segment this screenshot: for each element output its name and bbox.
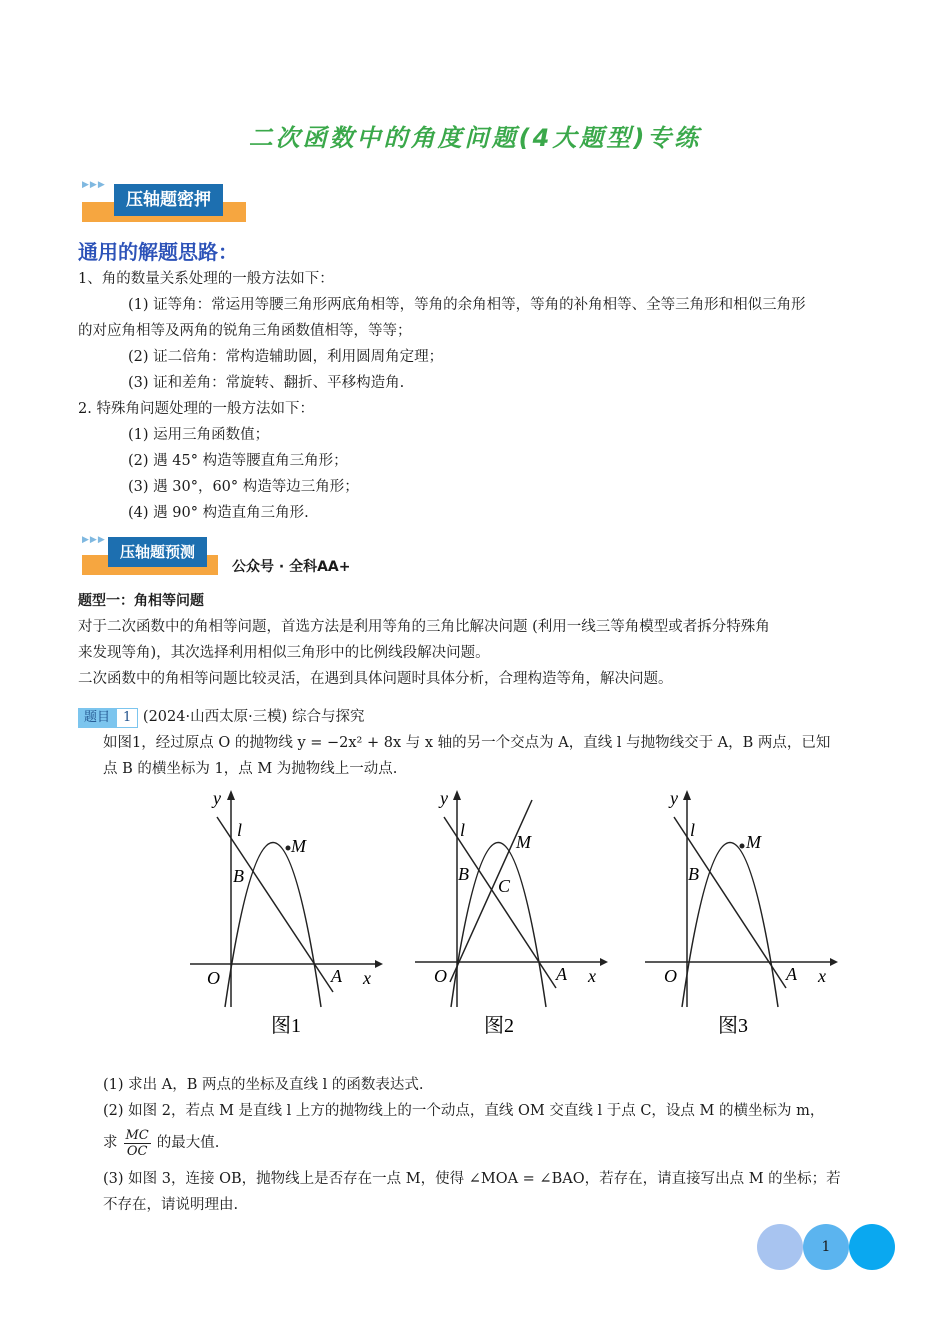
question-header xyxy=(78,704,364,730)
label-m: M xyxy=(291,836,306,856)
figure-1 xyxy=(185,782,385,1042)
page-title: 二次函数中的角度问题(4大题型)专练 xyxy=(248,124,702,152)
label-l: l xyxy=(237,820,243,840)
question-part-2-cont xyxy=(103,1126,219,1160)
intro-line: 二次函数中的角相等问题比较灵活，在遇到具体问题时具体分析，合理构造等角，解决问题。 xyxy=(78,671,673,687)
banner-exam-prediction xyxy=(82,180,252,222)
banner-note: 公众号 · 全科AA+ xyxy=(232,559,351,575)
question-stem-line: 点 B 的横坐标为 1，点 M 为抛物线上一动点. xyxy=(103,761,398,777)
label-m: M xyxy=(516,832,531,852)
label-y: y xyxy=(670,788,678,808)
intro-line: 对于二次函数中的角相等问题，首选方法是利用等角的三角比解决问题 (利用一线三等角模型或者拆分特殊角 xyxy=(78,619,770,635)
question-part-3-cont: 不存在，请说明理由. xyxy=(103,1197,239,1213)
question-tag: 题目 xyxy=(78,708,116,728)
figure-3 xyxy=(640,782,840,1042)
question-number: 1 xyxy=(116,708,138,728)
label-o: O xyxy=(207,968,220,988)
part2-prefix: 求 xyxy=(103,1135,118,1151)
question-type-title: 题型一：角相等问题 xyxy=(78,593,204,609)
arrow-icon: ▶▶▶ xyxy=(82,535,106,545)
fraction-mc-oc xyxy=(124,1128,151,1159)
label-a: A xyxy=(556,964,567,984)
question-part-1: (1) 求出 A，B 两点的坐标及直线 l 的函数表达式. xyxy=(103,1077,424,1093)
page-badge-circle xyxy=(757,1224,803,1270)
label-b: B xyxy=(688,864,699,884)
arrow-icon: ▶▶▶ xyxy=(82,180,106,190)
method-line: (3) 遇 30°，60° 构造等边三角形； xyxy=(128,479,359,495)
label-a: A xyxy=(786,964,797,984)
label-a: A xyxy=(331,966,342,986)
x-axis-arrow-icon xyxy=(600,958,608,966)
label-b: B xyxy=(233,866,244,886)
part2-suffix: 的最大值. xyxy=(156,1135,220,1151)
question-part-2: (2) 如图 2，若点 M 是直线 l 上方的抛物线上的一个动点，直线 OM 交直线 l 于点 C，设点 M 的横坐标为 m， xyxy=(103,1103,825,1119)
point-m xyxy=(740,844,745,849)
method-line: (1) 运用三角函数值； xyxy=(128,427,270,443)
label-l: l xyxy=(690,820,696,840)
section-heading: 通用的解题思路： xyxy=(78,240,238,264)
page-number xyxy=(803,1224,849,1270)
label-b: B xyxy=(458,864,469,884)
intro-block xyxy=(78,614,918,692)
figure-caption: 图2 xyxy=(484,1015,514,1037)
method-line: (3) 证和差角：常旋转、翻折、平移构造角. xyxy=(128,375,405,391)
page-badge-circle xyxy=(849,1224,895,1270)
question-part-3: (3) 如图 3，连接 OB，抛物线上是否存在一点 M，使得 ∠MOA = ∠BAO，若存在，请直接写出点 M 的坐标；若 xyxy=(103,1171,841,1187)
intro-line: 来发现等角)，其次选择利用相似三角形中的比例线段解决问题。 xyxy=(78,645,490,661)
label-y: y xyxy=(213,788,221,808)
banner-prediction xyxy=(82,535,222,577)
label-y: y xyxy=(440,788,448,808)
label-l: l xyxy=(460,820,466,840)
point-m xyxy=(286,846,291,851)
label-x: x xyxy=(363,968,371,988)
method-line: (2) 证二倍角：常构造辅助圆，利用圆周角定理； xyxy=(128,349,444,365)
label-x: x xyxy=(588,966,596,986)
method-line: (1) 证等角：常运用等腰三角形两底角相等，等角的余角相等，等角的补角相等、全等三角形和相似三角形 xyxy=(128,297,806,313)
label-c: C xyxy=(498,876,511,896)
banner-label: 压轴题预测 xyxy=(108,537,207,567)
figure-caption: 图1 xyxy=(271,1015,301,1037)
method-line: 2. 特殊角问题处理的一般方法如下： xyxy=(78,401,314,417)
label-m: M xyxy=(746,832,761,852)
figure-2 xyxy=(410,782,610,1042)
x-axis-arrow-icon xyxy=(830,958,838,966)
page-number-text: 1 xyxy=(821,1239,831,1255)
question-stem-line: 如图1，经过原点 O 的抛物线 y = −2x² + 8x 与 x 轴的另一个交点为 A，直线 l 与抛物线交于 A，B 两点，已知 xyxy=(103,735,831,751)
banner-label: 压轴题密押 xyxy=(114,184,223,216)
method-line: (4) 遇 90° 构造直角三角形. xyxy=(128,505,309,521)
method-line: 的对应角相等及两角的锐角三角函数值相等，等等； xyxy=(78,323,412,339)
question-source: (2024·山西太原·三模) 综合与探究 xyxy=(142,709,365,725)
y-axis-arrow-icon xyxy=(227,790,235,800)
fraction-numerator: MC xyxy=(125,1127,149,1143)
method-block xyxy=(78,266,898,526)
method-line: 1、角的数量关系处理的一般方法如下： xyxy=(78,271,334,287)
method-line: (2) 遇 45° 构造等腰直角三角形； xyxy=(128,453,348,469)
label-o: O xyxy=(434,966,447,986)
fraction-denominator: OC xyxy=(126,1143,148,1159)
y-axis-arrow-icon xyxy=(683,790,691,800)
label-o: O xyxy=(664,966,677,986)
figure-caption: 图3 xyxy=(718,1015,748,1037)
label-x: x xyxy=(818,966,826,986)
x-axis-arrow-icon xyxy=(375,960,383,968)
y-axis-arrow-icon xyxy=(453,790,461,800)
